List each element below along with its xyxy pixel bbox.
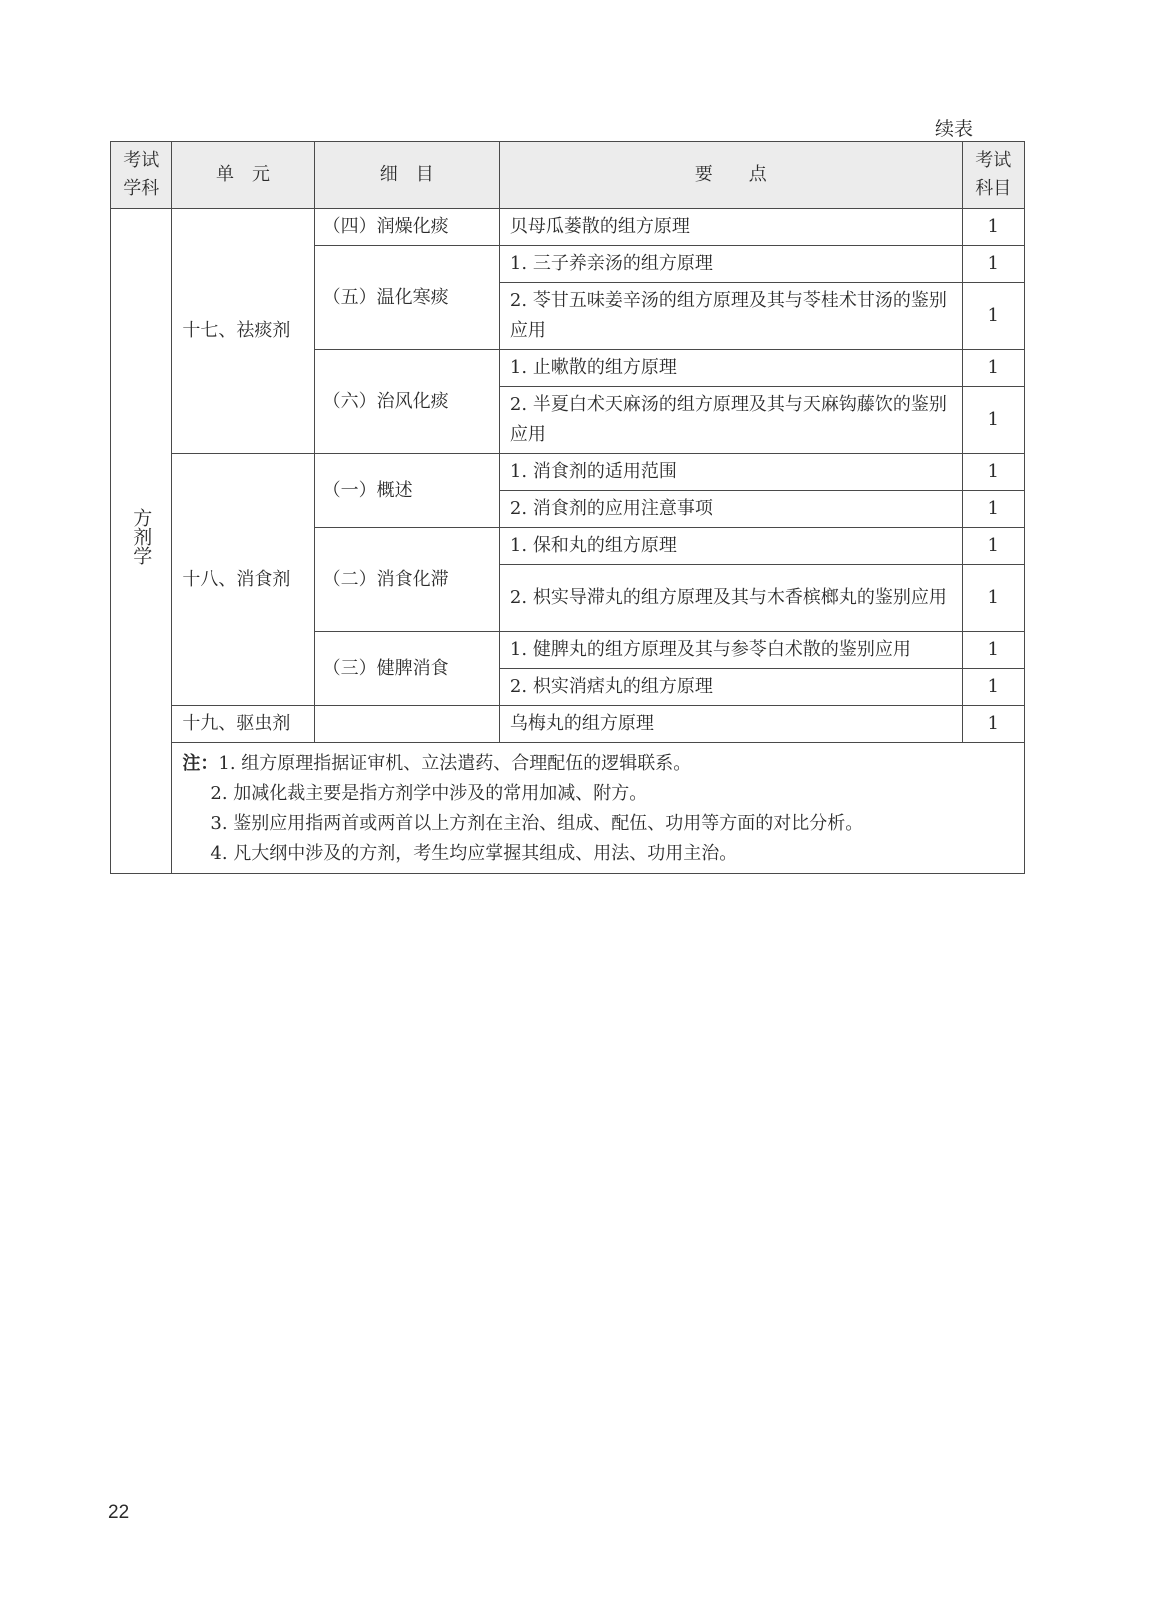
detail-cell: （一）概述 [314,454,499,528]
point-cell: 1. 止嗽散的组方原理 [499,350,962,387]
exam-cell: 1 [962,209,1024,246]
detail-cell: （五）温化寒痰 [314,246,499,350]
exam-cell: 1 [962,283,1024,350]
unit-cell: 十七、祛痰剂 [172,209,314,454]
header-subject: 考试学科 [111,142,172,209]
unit-cell: 十九、驱虫剂 [172,706,314,743]
table-row [111,454,1025,491]
note-item: 3. 鉴别应用指两首或两首以上方剂在主治、组成、配伍、功用等方面的对比分析。 [210,813,864,834]
exam-cell: 1 [962,632,1024,669]
exam-cell: 1 [962,454,1024,491]
point-cell: 1. 健脾丸的组方原理及其与参苓白术散的鉴别应用 [499,632,962,669]
notes-row [111,743,1025,874]
point-cell: 2. 半夏白术天麻汤的组方原理及其与天麻钩藤饮的鉴别应用 [499,387,962,454]
detail-cell: （六）治风化痰 [314,350,499,454]
notes-prefix: 注： [182,753,219,774]
point-cell: 贝母瓜蒌散的组方原理 [499,209,962,246]
detail-cell [314,706,499,743]
exam-cell: 1 [962,350,1024,387]
header-detail: 细 目 [314,142,499,209]
point-cell: 1. 保和丸的组方原理 [499,528,962,565]
detail-cell: （四）润燥化痰 [314,209,499,246]
table-row [111,706,1025,743]
point-cell: 2. 枳实导滞丸的组方原理及其与木香槟榔丸的鉴别应用 [499,565,962,632]
page-number: 22 [108,1502,130,1523]
unit-cell: 十八、消食剂 [172,454,314,706]
point-cell: 2. 枳实消痞丸的组方原理 [499,669,962,706]
table-header-row [111,142,1025,209]
exam-cell: 1 [962,491,1024,528]
exam-cell: 1 [962,706,1024,743]
exam-cell: 1 [962,246,1024,283]
continued-table-label: 续表 [935,118,974,140]
detail-cell: （三）健脾消食 [314,632,499,706]
subject-cell [111,209,172,874]
point-cell: 1. 三子养亲汤的组方原理 [499,246,962,283]
exam-cell: 1 [962,565,1024,632]
detail-cell: （二）消食化滞 [314,528,499,632]
notes-cell [172,743,1025,874]
note-item: 1. 组方原理指据证审机、立法遣药、合理配伍的逻辑联系。 [218,753,692,774]
syllabus-table [110,141,1025,874]
point-cell: 2. 苓甘五味姜辛汤的组方原理及其与苓桂术甘汤的鉴别应用 [499,283,962,350]
table-row [111,209,1025,246]
point-cell: 1. 消食剂的适用范围 [499,454,962,491]
header-unit: 单 元 [172,142,314,209]
point-cell: 2. 消食剂的应用注意事项 [499,491,962,528]
subject-label: 方剂学 [130,507,153,565]
point-cell: 乌梅丸的组方原理 [499,706,962,743]
note-item: 4. 凡大纲中涉及的方剂，考生均应掌握其组成、用法、功用主治。 [210,843,738,864]
header-exam: 考试科目 [962,142,1024,209]
note-line [182,749,1014,779]
note-item: 2. 加减化裁主要是指方剂学中涉及的常用加减、附方。 [210,783,648,804]
header-point: 要 点 [499,142,962,209]
exam-cell: 1 [962,669,1024,706]
exam-cell: 1 [962,528,1024,565]
exam-cell: 1 [962,387,1024,454]
